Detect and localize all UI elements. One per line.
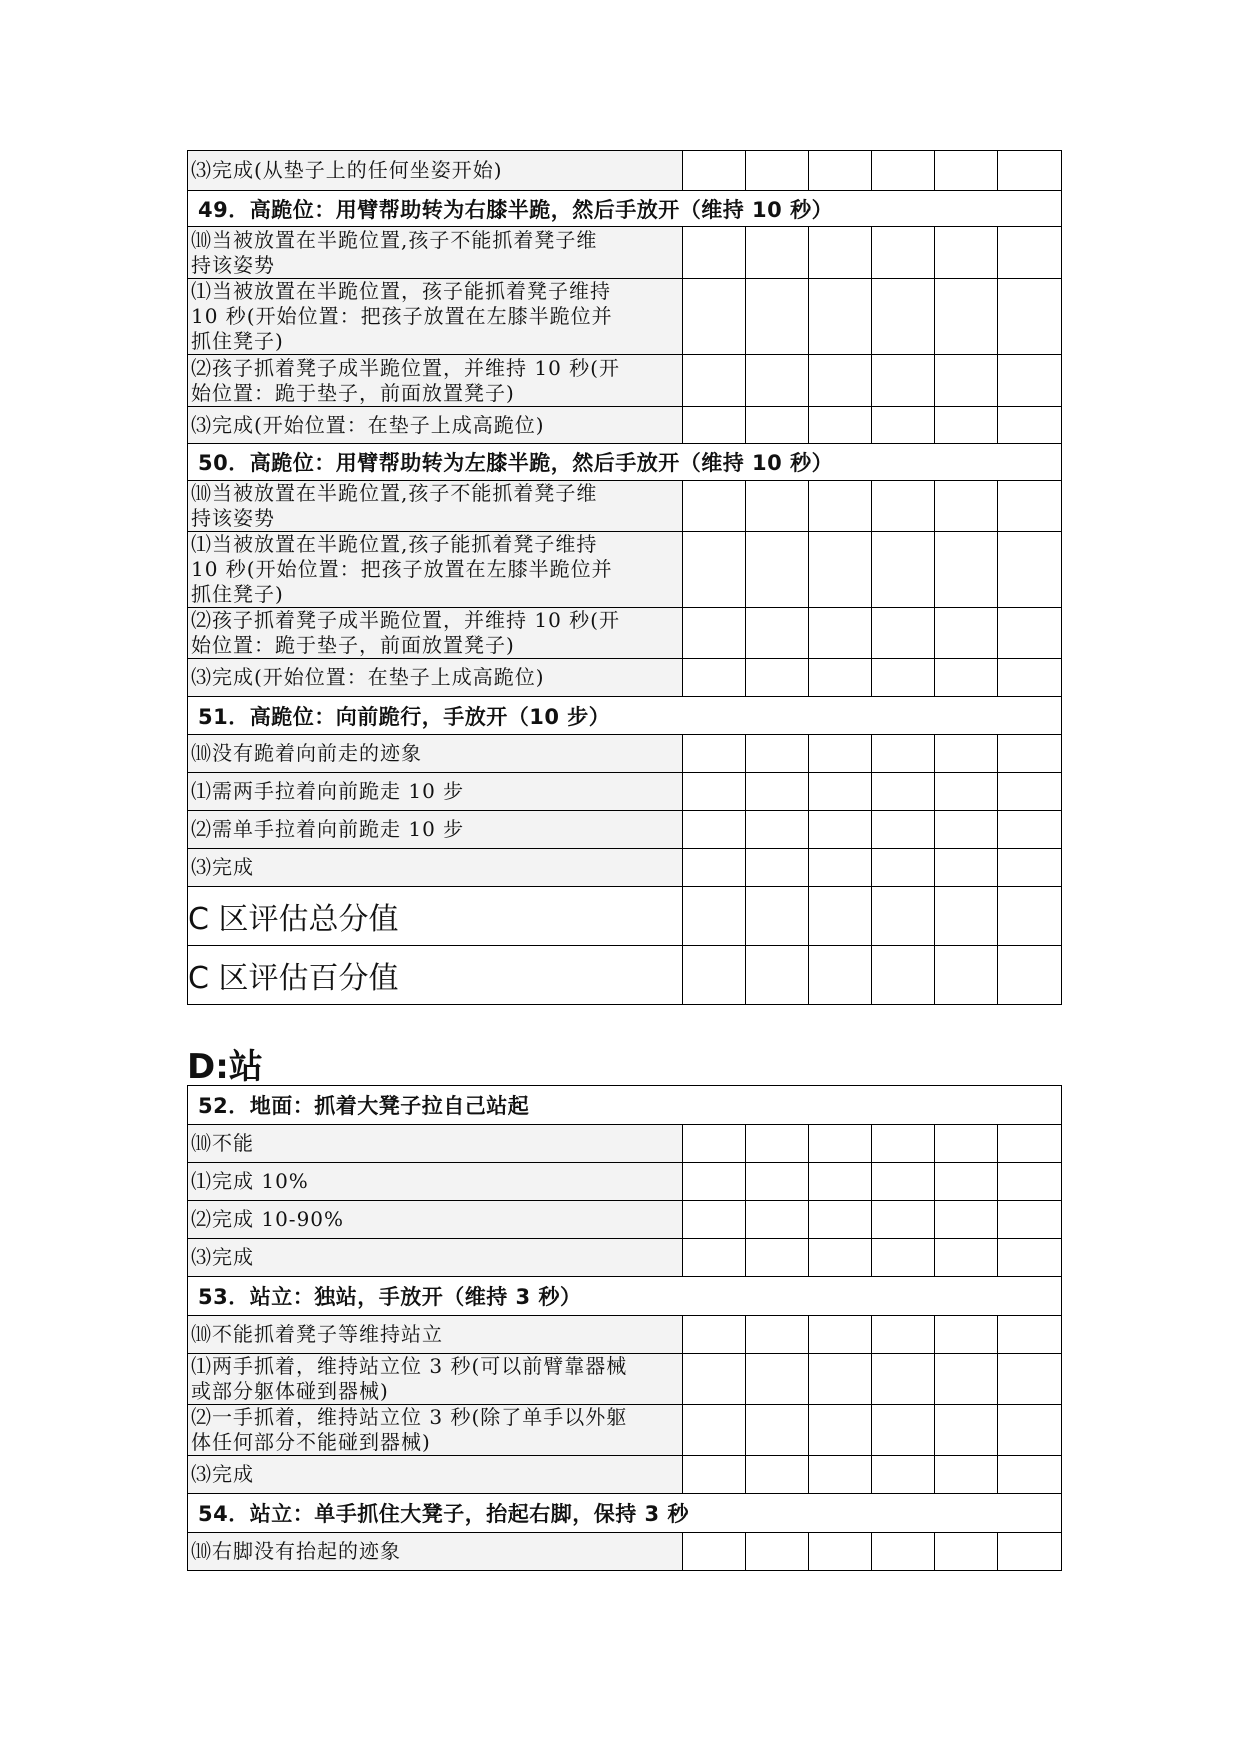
score-cell[interactable] [872,608,935,659]
option-label [188,151,683,191]
score-cell[interactable] [872,946,935,1005]
score-cell[interactable] [809,1533,872,1571]
score-cell[interactable] [809,227,872,279]
score-cell[interactable] [746,887,809,946]
option-row [188,532,1062,608]
score-cell[interactable] [998,735,1062,773]
score-cell[interactable] [746,1354,809,1405]
label-text: ⑵孩子抓着凳子成半跪位置，并维持 10 秒(开 始位置：跪于垫子，前面放置凳子) [191,608,620,657]
score-cell[interactable] [746,407,809,444]
score-cell[interactable] [809,735,872,773]
score-cell[interactable] [683,227,746,279]
score-cell[interactable] [872,1163,935,1201]
score-cell[interactable] [746,849,809,887]
score-cell[interactable] [683,1239,746,1277]
score-cell[interactable] [683,1533,746,1571]
score-cell[interactable] [746,227,809,279]
question-title: 52．地面：抓着大凳子拉自己站起 [188,1086,1062,1125]
option-label [188,481,683,532]
score-cell[interactable] [746,946,809,1005]
score-cell[interactable] [809,1456,872,1494]
score-cell[interactable] [746,481,809,532]
option-row [188,1316,1062,1354]
option-label [188,608,683,659]
option-row [188,151,1062,191]
score-cell[interactable] [935,407,998,444]
label-text: ⑶完成 [191,1245,254,1269]
score-cell[interactable] [809,279,872,355]
option-label [188,1316,683,1354]
score-cell[interactable] [872,1456,935,1494]
label-text: ⑽没有跪着向前走的迹象 [191,741,422,765]
score-cell[interactable] [746,1316,809,1354]
score-cell[interactable] [935,151,998,191]
option-label [188,355,683,407]
score-cell[interactable] [683,407,746,444]
score-cell[interactable] [746,1125,809,1163]
score-cell[interactable] [998,1456,1062,1494]
label-text: ⑶完成 [191,1462,254,1486]
score-cell[interactable] [683,735,746,773]
label-text: ⑵完成 10-90% [191,1207,345,1231]
option-row [188,279,1062,355]
score-cell[interactable] [998,355,1062,407]
label-text: ⑽当被放置在半跪位置,孩子不能抓着凳子维 持该姿势 [191,227,598,277]
score-cell[interactable] [683,773,746,811]
option-label [188,1405,683,1456]
score-cell[interactable] [935,1316,998,1354]
score-cell[interactable] [746,1405,809,1456]
score-cell[interactable] [683,151,746,191]
score-cell[interactable] [935,946,998,1005]
label-text: ⑽当被放置在半跪位置,孩子不能抓着凳子维 持该姿势 [191,481,598,530]
question-row [188,1086,1062,1125]
option-label [188,849,683,887]
score-cell[interactable] [809,659,872,697]
score-cell[interactable] [809,407,872,444]
score-cell[interactable] [935,1405,998,1456]
score-cell[interactable] [935,1456,998,1494]
score-cell[interactable] [872,1125,935,1163]
score-cell[interactable] [998,946,1062,1005]
score-cell[interactable] [746,151,809,191]
score-cell[interactable] [935,887,998,946]
score-cell[interactable] [809,773,872,811]
score-cell[interactable] [998,811,1062,849]
option-label [188,811,683,849]
score-cell[interactable] [809,1125,872,1163]
score-cell[interactable] [998,407,1062,444]
score-cell[interactable] [683,279,746,355]
option-row [188,1456,1062,1494]
score-cell[interactable] [998,227,1062,279]
summary-label [188,946,683,1005]
option-row [188,1405,1062,1456]
score-cell[interactable] [683,1405,746,1456]
score-cell[interactable] [809,887,872,946]
assessment-table-d [187,1085,1062,1571]
score-cell[interactable] [809,151,872,191]
option-label [188,532,683,608]
score-cell[interactable] [683,355,746,407]
score-cell[interactable] [935,532,998,608]
option-label [188,1201,683,1239]
score-cell[interactable] [872,1316,935,1354]
score-cell[interactable] [746,811,809,849]
score-cell[interactable] [809,811,872,849]
score-cell[interactable] [872,887,935,946]
score-cell[interactable] [746,355,809,407]
score-cell[interactable] [998,279,1062,355]
score-cell[interactable] [809,1405,872,1456]
score-cell[interactable] [683,849,746,887]
score-cell[interactable] [872,532,935,608]
score-cell[interactable] [935,1239,998,1277]
score-cell[interactable] [998,481,1062,532]
score-cell[interactable] [998,773,1062,811]
score-cell[interactable] [746,1201,809,1239]
score-cell[interactable] [683,1456,746,1494]
option-label [188,227,683,279]
question-title: 51．高跪位：向前跪行，手放开（10 步） [188,697,1062,735]
label-text: ⑶完成(开始位置：在垫子上成高跪位) [191,665,545,689]
score-cell[interactable] [998,659,1062,697]
score-cell[interactable] [809,1239,872,1277]
score-cell[interactable] [683,1316,746,1354]
option-label [188,1533,683,1571]
label-text: C 区评估百分值 [188,961,399,996]
question-title: 54．站立：单手抓住大凳子，抬起右脚，保持 3 秒 [188,1494,1062,1533]
score-cell[interactable] [935,608,998,659]
label-text: ⑶完成(开始位置：在垫子上成高跪位) [191,412,545,437]
label-text: ⑵需单手拉着向前跪走 10 步 [191,817,465,841]
score-cell[interactable] [746,1456,809,1494]
score-cell[interactable] [935,735,998,773]
option-row [188,1239,1062,1277]
score-cell[interactable] [683,608,746,659]
score-cell[interactable] [683,1125,746,1163]
score-cell[interactable] [683,481,746,532]
score-cell[interactable] [872,1354,935,1405]
label-text: ⑶完成 [191,855,254,879]
score-cell[interactable] [872,407,935,444]
score-cell[interactable] [998,1239,1062,1277]
score-cell[interactable] [998,1405,1062,1456]
label-text: ⑽不能 [191,1131,254,1155]
assessment-table-c [187,150,1062,1005]
option-row [188,811,1062,849]
label-text: ⑴两手抓着，维持站立位 3 秒(可以前臂靠器械 或部分躯体碰到器械) [191,1354,628,1403]
score-cell[interactable] [683,532,746,608]
score-cell[interactable] [746,1163,809,1201]
score-cell[interactable] [746,1239,809,1277]
question-title: 53．站立：独站，手放开（维持 3 秒） [188,1277,1062,1316]
option-label [188,773,683,811]
score-cell[interactable] [683,887,746,946]
label-text: ⑽不能抓着凳子等维持站立 [191,1322,443,1346]
score-cell[interactable] [872,151,935,191]
label-text: ⑶完成(从垫子上的任何坐姿开始) [191,158,503,182]
score-cell[interactable] [872,1201,935,1239]
option-row [188,1163,1062,1201]
score-cell[interactable] [872,849,935,887]
score-cell[interactable] [998,887,1062,946]
option-label [188,1239,683,1277]
option-label [188,279,683,355]
option-label [188,407,683,444]
summary-row [188,887,1062,946]
option-label [188,1456,683,1494]
score-cell[interactable] [683,1201,746,1239]
score-cell[interactable] [809,1354,872,1405]
label-text: C 区评估总分值 [188,902,399,937]
score-cell[interactable] [872,227,935,279]
score-cell[interactable] [935,849,998,887]
score-cell[interactable] [683,946,746,1005]
score-cell[interactable] [746,1533,809,1571]
option-row [188,407,1062,444]
score-cell[interactable] [872,735,935,773]
question-row [188,1277,1062,1316]
option-row [188,773,1062,811]
score-cell[interactable] [809,532,872,608]
label-text: ⑵一手抓着，维持站立位 3 秒(除了单手以外躯 体任何部分不能碰到器械) [191,1405,628,1454]
option-row [188,849,1062,887]
score-cell[interactable] [746,659,809,697]
option-label [188,735,683,773]
score-cell[interactable] [809,481,872,532]
option-label [188,1354,683,1405]
label-text: ⑴当被放置在半跪位置,孩子能抓着凳子维持 10 秒(开始位置：把孩子放置在左膝半跪位并 抓住凳子) [191,532,613,606]
score-cell[interactable] [872,279,935,355]
score-cell[interactable] [872,773,935,811]
summary-label [188,887,683,946]
score-cell[interactable] [935,227,998,279]
score-cell[interactable] [998,532,1062,608]
score-cell[interactable] [872,355,935,407]
score-cell[interactable] [998,1163,1062,1201]
score-cell[interactable] [872,1239,935,1277]
score-cell[interactable] [998,1533,1062,1571]
score-cell[interactable] [935,1125,998,1163]
score-cell[interactable] [683,1354,746,1405]
score-cell[interactable] [809,1316,872,1354]
score-cell[interactable] [746,608,809,659]
score-cell[interactable] [872,1405,935,1456]
score-cell[interactable] [683,659,746,697]
question-title: 49．高跪位：用臂帮助转为右膝半跪，然后手放开（维持 10 秒） [188,191,1062,227]
label-text: ⑴完成 10% [191,1169,309,1193]
option-row [188,481,1062,532]
label-text: ⑴当被放置在半跪位置，孩子能抓着凳子维持 10 秒(开始位置：把孩子放置在左膝半跪位并 抓住凳子) [191,279,613,353]
score-cell[interactable] [809,355,872,407]
score-cell[interactable] [935,279,998,355]
option-label [188,659,683,697]
summary-row [188,946,1062,1005]
score-cell[interactable] [998,849,1062,887]
score-cell[interactable] [998,151,1062,191]
score-cell[interactable] [935,773,998,811]
option-row [188,227,1062,279]
score-cell[interactable] [872,1533,935,1571]
label-text: ⑴需两手拉着向前跪走 10 步 [191,779,465,803]
option-label [188,1125,683,1163]
option-row [188,1354,1062,1405]
score-cell[interactable] [809,608,872,659]
question-title: 50．高跪位：用臂帮助转为左膝半跪，然后手放开（维持 10 秒） [188,444,1062,481]
score-cell[interactable] [872,659,935,697]
option-row [188,1201,1062,1239]
question-row [188,444,1062,481]
score-cell[interactable] [809,1201,872,1239]
score-cell[interactable] [998,1125,1062,1163]
score-cell[interactable] [746,773,809,811]
option-row [188,1125,1062,1163]
score-cell[interactable] [746,279,809,355]
score-cell[interactable] [935,1533,998,1571]
score-cell[interactable] [683,811,746,849]
score-cell[interactable] [998,1354,1062,1405]
score-cell[interactable] [809,946,872,1005]
score-cell[interactable] [935,811,998,849]
option-label [188,1163,683,1201]
score-cell[interactable] [998,608,1062,659]
question-row [188,191,1062,227]
section-title-d: D:站 [187,1047,263,1087]
label-text: ⑵孩子抓着凳子成半跪位置，并维持 10 秒(开 始位置：跪于垫子，前面放置凳子) [191,355,620,405]
score-cell[interactable] [935,1354,998,1405]
score-cell[interactable] [935,1201,998,1239]
score-cell[interactable] [809,1163,872,1201]
score-cell[interactable] [872,481,935,532]
score-cell[interactable] [935,481,998,532]
option-row [188,608,1062,659]
label-text: ⑽右脚没有抬起的迹象 [191,1539,401,1563]
score-cell[interactable] [872,811,935,849]
option-row [188,659,1062,697]
score-cell[interactable] [746,735,809,773]
score-cell[interactable] [683,1163,746,1201]
option-row [188,735,1062,773]
score-cell[interactable] [809,849,872,887]
score-cell[interactable] [935,355,998,407]
score-cell[interactable] [998,1316,1062,1354]
score-cell[interactable] [935,1163,998,1201]
question-row [188,1494,1062,1533]
option-row [188,1533,1062,1571]
score-cell[interactable] [998,1201,1062,1239]
question-row [188,697,1062,735]
score-cell[interactable] [935,659,998,697]
score-cell[interactable] [746,532,809,608]
option-row [188,355,1062,407]
